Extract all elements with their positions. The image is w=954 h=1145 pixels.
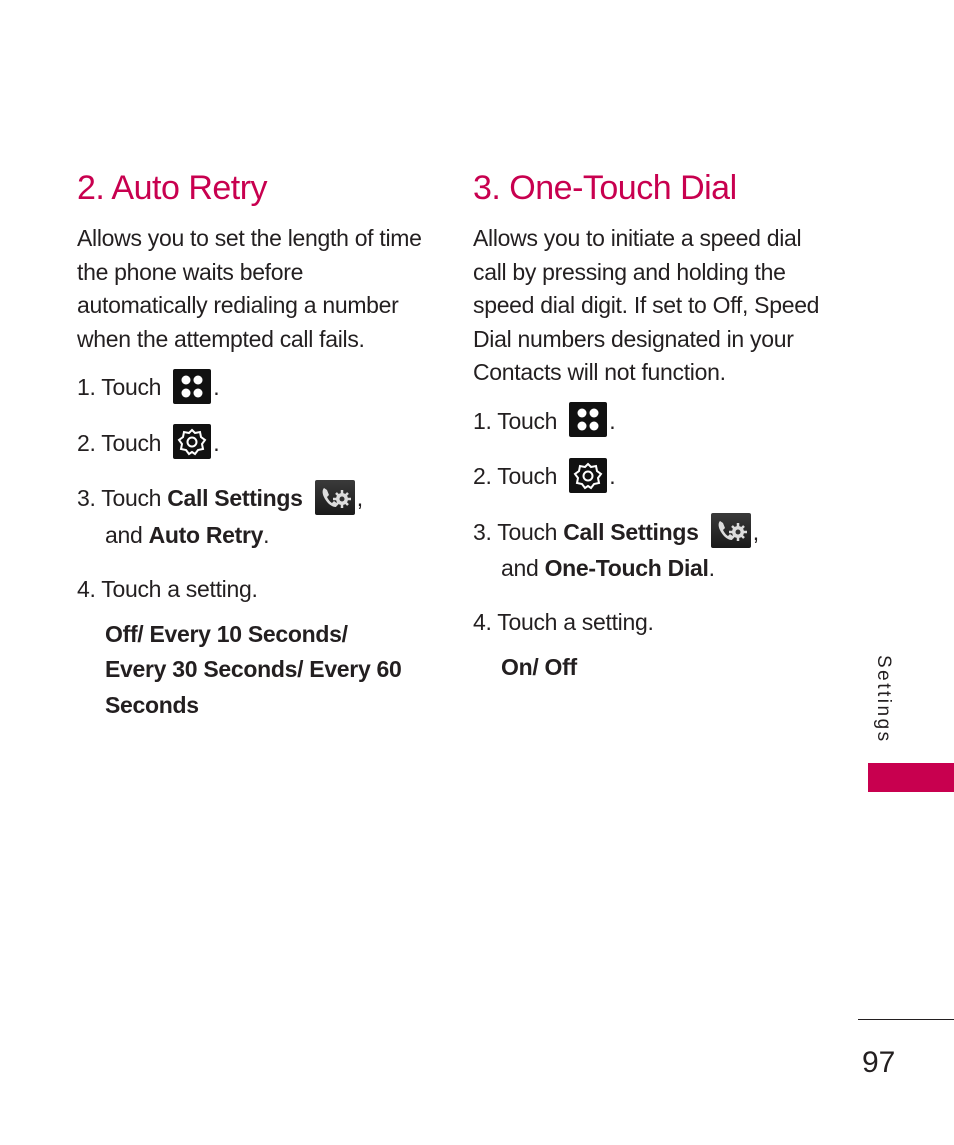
auto-retry-options: Off/ Every 10 Seconds/ Every 30 Seconds/ Every 60 Seconds bbox=[105, 620, 402, 718]
step-2-text: 2. Touch bbox=[77, 429, 162, 456]
section-tab bbox=[868, 763, 954, 792]
one-touch-dial-section bbox=[473, 168, 823, 686]
call-settings-label: Call Settings bbox=[167, 485, 303, 512]
step-1-text: 1. Touch bbox=[77, 374, 162, 401]
auto-retry-step-4: 4. Touch a setting. bbox=[77, 575, 258, 602]
one-touch-step-3: 3. Touch Call Settings , and One-Touch Dial. bbox=[473, 515, 823, 586]
one-touch-step-4: 4. Touch a setting. bbox=[473, 609, 654, 636]
section-side-label: Settings bbox=[873, 655, 894, 744]
apps-grid-icon bbox=[173, 369, 211, 404]
call-settings-label: Call Settings bbox=[563, 518, 699, 545]
one-touch-dial-label: One-Touch Dial bbox=[544, 555, 709, 582]
call-settings-icon bbox=[315, 480, 355, 515]
footer-rule bbox=[858, 1019, 954, 1020]
one-touch-dial-heading: 3. One-Touch Dial bbox=[473, 169, 737, 207]
auto-retry-step-3: 3. Touch Call Settings , and Auto Retry. bbox=[77, 481, 427, 552]
step-3-text: 3. Touch bbox=[77, 485, 162, 512]
one-touch-step-2: 2. Touch . bbox=[473, 459, 823, 495]
auto-retry-heading: 2. Auto Retry bbox=[77, 169, 268, 207]
auto-retry-step-2: 2. Touch . bbox=[77, 426, 427, 462]
auto-retry-step-1: 1. Touch . bbox=[77, 370, 427, 406]
apps-grid-icon bbox=[569, 402, 607, 437]
settings-gear-icon bbox=[173, 424, 211, 459]
step-3-text: 3. Touch bbox=[473, 518, 558, 545]
one-touch-step-1: 1. Touch . bbox=[473, 404, 823, 440]
one-touch-dial-options: On/ Off bbox=[501, 654, 577, 681]
one-touch-dial-intro: Allows you to initiate a speed dial call by pressing and holding the speed dial digit. If set to Off, Speed Dial numbers designated in your Contacts will not function. bbox=[473, 225, 820, 386]
auto-retry-label: Auto Retry bbox=[148, 521, 264, 548]
step-2-text: 2. Touch bbox=[473, 463, 558, 490]
auto-retry-intro: Allows you to set the length of time the phone waits before automatically redialing a number when the attempted call fails. bbox=[77, 225, 422, 352]
step-1-text: 1. Touch bbox=[473, 407, 558, 434]
page-number: 97 bbox=[862, 1046, 896, 1079]
auto-retry-section bbox=[77, 168, 427, 723]
call-settings-icon bbox=[711, 513, 751, 548]
settings-gear-icon bbox=[569, 458, 607, 493]
